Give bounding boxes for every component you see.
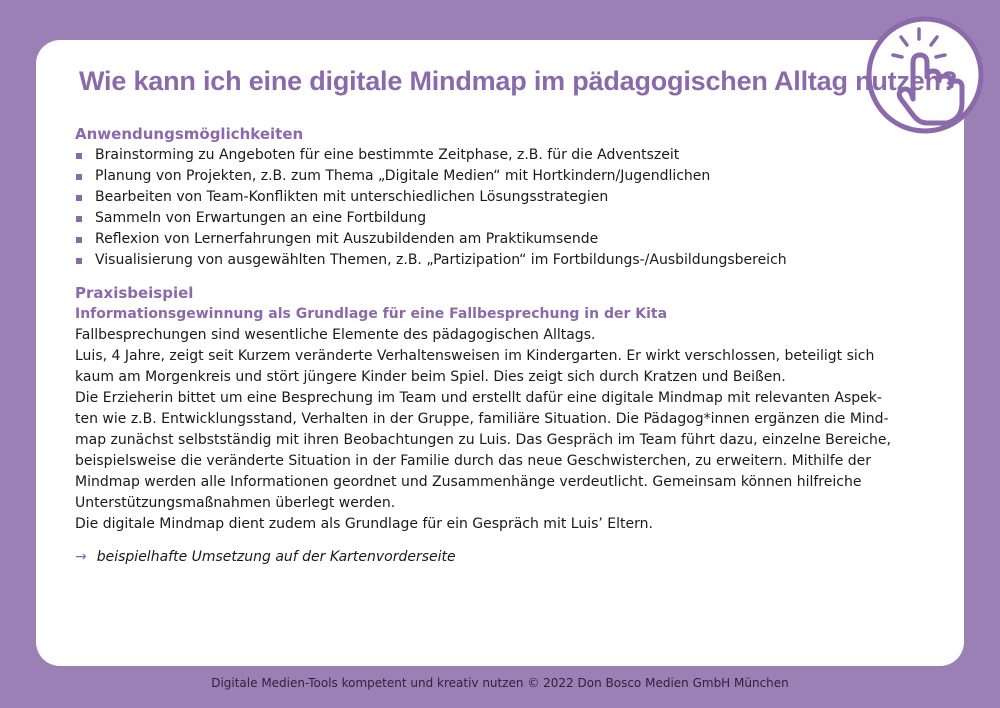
- paragraph-line: Luis, 4 Jahre, zeigt seit Kurzem veränderte Verhaltensweisen im Kindergarten. Er wirkt verschlossen, beteiligt sich: [75, 348, 875, 364]
- reference-link-text: beispielhafte Umsetzung auf der Kartenvorderseite: [96, 549, 456, 565]
- paragraph-line: Mindmap werden alle Informationen geordnet und Zusammenhänge verdeutlicht. Gemeinsam können hilfreiche: [75, 474, 862, 490]
- paragraph-line: Fallbesprechungen sind wesentliche Elemente des pädagogischen Alltags.: [75, 327, 596, 343]
- paragraph-line: Die digitale Mindmap dient zudem als Grundlage für ein Gespräch mit Luis’ Eltern.: [75, 516, 653, 532]
- right-arrow-icon: →: [75, 549, 87, 565]
- list-item: Sammeln von Erwartungen an eine Fortbildung: [75, 208, 925, 229]
- subheading: Informationsgewinnung als Grundlage für eine Fallbesprechung in der Kita: [75, 306, 668, 322]
- bullet-list: [75, 145, 925, 271]
- square-bullet-icon: [76, 195, 82, 201]
- square-bullet-icon: [76, 237, 82, 243]
- reference-link[interactable]: [75, 547, 925, 568]
- paragraph-line: Unterstützungsmaßnahmen überlegt werden.: [75, 495, 396, 511]
- paragraph-line: Die Erzieherin bittet um eine Besprechung im Team und erstellt dafür eine digitale Mindmap mit relevanten Aspek-: [75, 390, 882, 406]
- footer-copyright: Digitale Medien-Tools kompetent und kreativ nutzen © 2022 Don Bosco Medien GmbH München: [211, 676, 789, 690]
- section-heading-praxis: Praxisbeispiel: [75, 284, 194, 302]
- square-bullet-icon: [76, 258, 82, 264]
- card-content: [75, 124, 925, 568]
- square-bullet-icon: [76, 216, 82, 222]
- list-item: Brainstorming zu Angeboten für eine bestimmte Zeitphase, z.B. für die Adventszeit: [75, 145, 925, 166]
- paragraph-line: map zunächst selbstständig mit ihren Beobachtungen zu Luis. Das Gespräch im Team führt dazu, einzelne Bereiche,: [75, 432, 891, 448]
- section-heading-anwendung: Anwendungsmöglichkeiten: [75, 125, 304, 143]
- list-item: Visualisierung von ausgewählten Themen, z.B. „Partizipation“ im Fortbildungs-/Ausbildungsbereich: [75, 250, 925, 271]
- square-bullet-icon: [76, 174, 82, 180]
- page-title: Wie kann ich eine digitale Mindmap im pädagogischen Alltag nutzen?: [79, 66, 958, 96]
- list-item: Bearbeiten von Team-Konflikten mit unterschiedlichen Lösungsstrategien: [75, 187, 925, 208]
- square-bullet-icon: [76, 153, 82, 159]
- paragraph-line: beispielsweise die veränderte Situation in der Familie durch das neue Geschwisterchen, zu erweitern. Mithilfe der: [75, 453, 872, 469]
- list-item: Planung von Projekten, z.B. zum Thema „Digitale Medien“ mit Hortkindern/Jugendlichen: [75, 166, 925, 187]
- paragraph-line: ten wie z.B. Entwicklungsstand, Verhalten in der Gruppe, familiäre Situation. Die Pädagog*innen ergänzen die Mind-: [75, 411, 889, 427]
- list-item: Reflexion von Lernerfahrungen mit Auszubildenden am Praktikumsende: [75, 229, 925, 250]
- paragraph-line: kaum am Morgenkreis und stört jüngere Kinder beim Spiel. Dies zeigt sich durch Kratzen und Beißen.: [75, 369, 786, 385]
